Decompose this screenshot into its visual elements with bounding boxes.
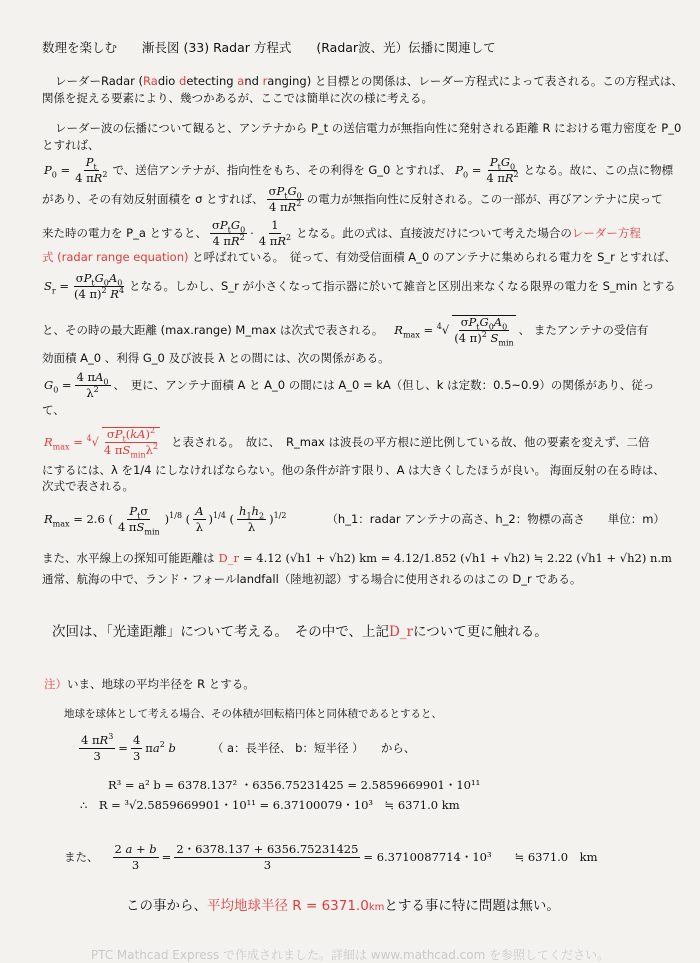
- para2-line9: 効面積 A_0 、利得 G_0 及び波長 λ との間には、次の関係がある。: [42, 351, 390, 365]
- eq-g0: $G_0$ = $\frac{4 \pi A_0}{\lambda^2}$ 、 更に、アンテナ面積 A と A_0 の間には A_0 = kA（但し、k は定数：0.5~0.9）の関係があり、従っ: [44, 369, 655, 400]
- eq-r-result: ∴ R = ³√2.5859669901・10¹¹ = 6.37100079・10³ ≒ 6371.0 km: [80, 798, 460, 812]
- para1-line2: 関係を捉える要素により、幾つかあるが、ここでは簡単に次の様に考える。: [42, 91, 433, 105]
- para2-line17: 通常、航海の中で、ランド・フォールlandfall（陸地初認）する場合に使用されるのはこの D_r である。: [42, 572, 582, 586]
- para2-line11: て、: [42, 403, 65, 417]
- para2-line4: があり、その有効反射面積を σ とすれば、 $\frac{\sigma P_tG_0}{4 \pi R^2}$ の電力が無指向性に反射される。この一部が、再びアンテナに戻って: [42, 183, 663, 214]
- para2-line6: 式 (radar range equation) と呼ばれている。 従って、有効受信面積 A_0 のアンテナに集められる電力を S_r とすれば、: [42, 250, 677, 264]
- note-line1: 注）いま、地球の平均半径を R とする。: [44, 677, 255, 691]
- eq-p0: $P_0$ = $\frac{P_t}{4 \pi R^2}$ で、送信アンテナが、指向性をもち、その利得を G_0 とすれば、 $P_0$ = $\frac{P_tG_0}{4 \pi R^2}$ となる。故に、この点に物標: [44, 154, 674, 185]
- eq-volume: $\frac{4 \pi R^3}{3}$ = $\frac{4}{3}$ $\pi a^2$ b （ a：長半径、 b：短半径 ） から、: [81, 731, 416, 763]
- note-line2: 地球を球体として考える場合、その体積が回転楕円体と同体積であるとすると、: [64, 708, 442, 720]
- para2-line13: にするには、λ を1/4 にしなければならない。他の条件が許す限り、A は大きくしたほうが良い。 海面反射の在る時は、: [42, 463, 665, 477]
- conclusion: この事から、平均地球半径 R = 6371.0kmとする事に特に問題は無い。: [126, 898, 560, 914]
- para2-line14: 次式で表される。: [42, 479, 134, 493]
- eq-rmax-lambda: $R_{max} = ^4√$ $\frac{\sigma P_t(kA)^2}{4 \pi S_{min}\lambda^2}$ と表される。 故に、 R_max は波長の平方根に逆比例している故、他の要素を変えず、二倍: [44, 426, 650, 460]
- footer-note: PTC Mathcad Express で作成されました。詳細は www.mathcad.com を参照してください。: [90, 948, 610, 962]
- para2-line8: と、その時の最大距離 (max.range) M_max は次式で表される。 $R_{max} = ^4√$ $\frac{\sigma P_tG_0A_0}{(4 \pi)^2 S_{min}}$ 、 またアンテナの受信有: [42, 315, 649, 348]
- next-topic: 次回は、「光達距離」について考える。 その中で、上記D_rについて更に触れる。: [52, 624, 548, 640]
- doc-title: 数理を楽しむ 漸長図 (33) Radar 方程式 (Radar波、光）伝播に関連して: [42, 40, 496, 55]
- eq-sr: $S_r$ = $\frac{\sigma P_tG_0A_0}{(4 \pi)^2 R^4}$ となる。しかし、S_r が小さくなって指示器に於いて雑音と区別出来なくなる限界の電力を S_min とする: [44, 270, 676, 301]
- para1-line1: レーダーRadar (Radio detecting and ranging) と目標との関係は、レーダー方程式によって表される。この方程式は、: [55, 74, 683, 88]
- eq-average: また、 $\frac{2 a + b}{3}$ = $\frac{2・6378.137 + 6356.75231425}{3}$ = 6.3710087714・10³ ≒ 6371.0 km: [64, 841, 598, 872]
- para2-line1: レーダー波の伝播について観ると、アンテナから P_t の送信電力が無指向性に発射される距離 R における電力密度を P_0: [55, 121, 682, 135]
- eq-rmax-sea: $R_{max} = 2.6$ ( $\frac{P_t\sigma}{4 \pi S_{min}}$ )$^{1/8}$ ( $\frac{A}{\lambda}$ )$^{1/4}$ ( $\frac{h_1h_2}{\lambda}$ )$^{1/2}$ （h_1：radar アンテナの高さ、h_2：物標の高さ 単位：m）: [44, 503, 665, 536]
- para2-line2: とすれば、: [42, 138, 100, 152]
- para2-line16: また、水平線上の探知可能距離は D_r = 4.12 (√h1 + √h2) km = 4.12/1.852 (√h1 + √h2) ≒ 2.22 (√h1 + √h2) n.m: [42, 550, 672, 565]
- eq-r-cubed: R³ = a² b = 6378.137² ・6356.75231425 = 2.5859669901・10¹¹: [108, 778, 481, 792]
- para2-line5: 来た時の電力を P_a とすると、 $\frac{\sigma P_tG_0}{4 \pi R^2}$ · $\frac{1}{4 \pi R^2}$ となる。此の式は、直接波だけについて考えた場合の レーダー方程: [42, 217, 641, 248]
